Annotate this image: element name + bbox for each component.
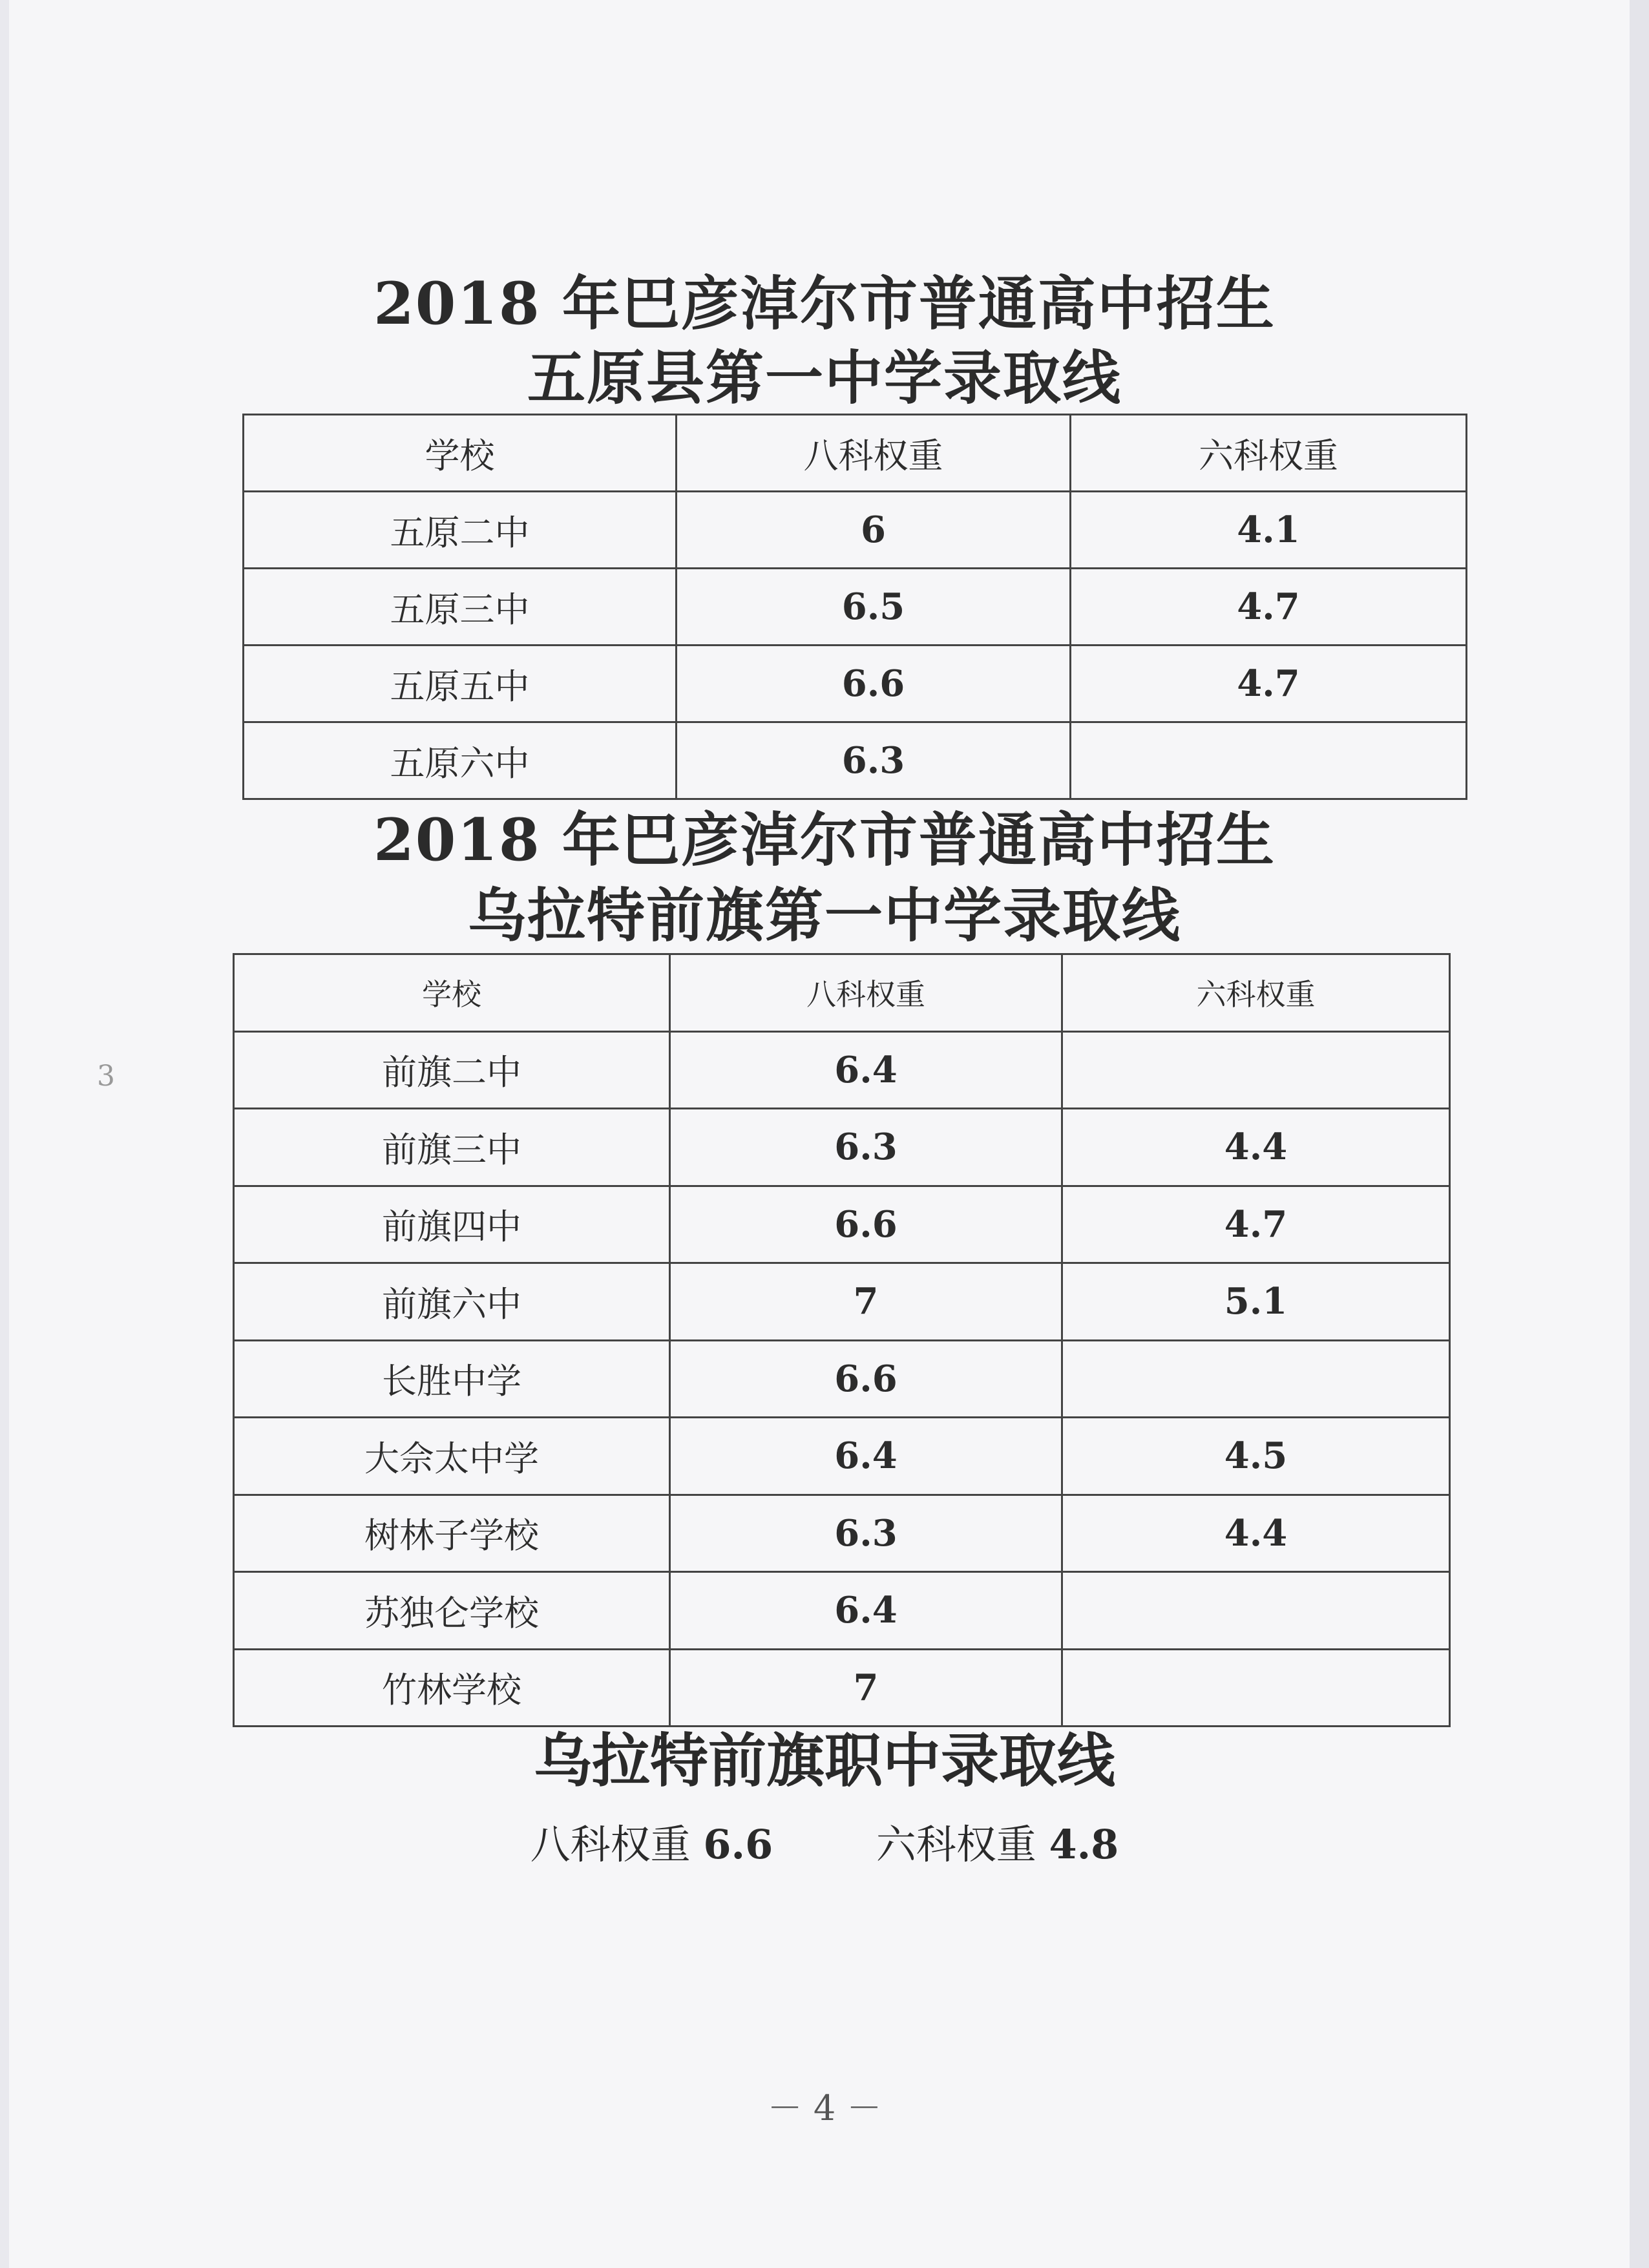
table-row (234, 1572, 1450, 1650)
eight-subject-cell: 6.3 (670, 1109, 1062, 1186)
table-row (234, 1340, 1450, 1418)
school-name-cell: 树林子学校 (234, 1495, 670, 1572)
eight-subject-cell: 7 (670, 1649, 1062, 1727)
table-header-row (234, 954, 1450, 1032)
wuyuan-admission-table (242, 414, 1467, 800)
six-subject-cell (1071, 722, 1467, 799)
six-subject-value: 4.8 (1049, 1821, 1119, 1868)
school-name-cell: 前旗二中 (234, 1031, 670, 1109)
table-row (234, 1495, 1450, 1572)
column-header: 学校 (244, 415, 677, 492)
six-subject-label: 六科权重 (876, 1821, 1036, 1868)
eight-subject-cell: 6.4 (670, 1031, 1062, 1109)
eight-subject-cell: 6.5 (677, 569, 1071, 646)
six-subject-cell (1062, 1649, 1450, 1727)
vocational-weights (0, 1819, 1649, 1871)
table-row (234, 1418, 1450, 1495)
eight-subject-label: 八科权重 (530, 1821, 691, 1868)
table-row (234, 1263, 1450, 1341)
section1-title-line1: 2018 年巴彦淖尔市普通高中招生 (373, 269, 1276, 338)
eight-subject-cell: 6.4 (670, 1418, 1062, 1495)
table-row (234, 1649, 1450, 1727)
six-subject-cell (1062, 1572, 1450, 1650)
vocational-title: 乌拉特前旗职中录取线 (534, 1727, 1115, 1795)
table-row (234, 1186, 1450, 1263)
eight-subject-cell: 6.3 (670, 1495, 1062, 1572)
table-row (244, 492, 1467, 569)
margin-mark: 3 (97, 1060, 115, 1093)
eight-subject-cell: 6.6 (677, 646, 1071, 722)
six-subject-cell (1062, 1031, 1450, 1109)
table-row (234, 1031, 1450, 1109)
table-header-row (244, 415, 1467, 492)
six-subject-cell: 4.1 (1071, 492, 1467, 569)
table-row (244, 646, 1467, 722)
eight-subject-cell: 6 (677, 492, 1071, 569)
six-subject-cell: 4.5 (1062, 1418, 1450, 1495)
six-subject-cell (1062, 1340, 1450, 1418)
table-row (234, 1109, 1450, 1186)
section2-title-line2: 乌拉特前旗第一中学录取线 (468, 881, 1181, 950)
six-subject-cell: 5.1 (1062, 1263, 1450, 1341)
column-header: 八科权重 (670, 954, 1062, 1032)
eight-subject-cell: 6.4 (670, 1572, 1062, 1650)
six-subject-cell: 4.7 (1062, 1186, 1450, 1263)
section1-title-line2: 五原县第一中学录取线 (527, 344, 1122, 412)
column-header: 八科权重 (677, 415, 1071, 492)
column-header: 学校 (234, 954, 670, 1032)
six-subject-cell: 4.7 (1071, 646, 1467, 722)
school-name-cell: 前旗三中 (234, 1109, 670, 1186)
school-name-cell: 五原六中 (244, 722, 677, 799)
page-number: － 4 － (767, 2088, 882, 2128)
eight-subject-cell: 6.6 (670, 1340, 1062, 1418)
school-name-cell: 大佘太中学 (234, 1418, 670, 1495)
qianqi-admission-table (233, 953, 1451, 1727)
six-subject-cell: 4.7 (1071, 569, 1467, 646)
table-row (244, 569, 1467, 646)
column-header: 六科权重 (1071, 415, 1467, 492)
six-subject-cell: 4.4 (1062, 1495, 1450, 1572)
eight-subject-value: 6.6 (703, 1821, 773, 1868)
school-name-cell: 前旗六中 (234, 1263, 670, 1341)
school-name-cell: 长胜中学 (234, 1340, 670, 1418)
school-name-cell: 五原三中 (244, 569, 677, 646)
eight-subject-cell: 6.3 (677, 722, 1071, 799)
school-name-cell: 竹林学校 (234, 1649, 670, 1727)
column-header: 六科权重 (1062, 954, 1450, 1032)
six-subject-cell: 4.4 (1062, 1109, 1450, 1186)
school-name-cell: 苏独仑学校 (234, 1572, 670, 1650)
table-row (244, 722, 1467, 799)
school-name-cell: 五原五中 (244, 646, 677, 722)
school-name-cell: 五原二中 (244, 492, 677, 569)
eight-subject-cell: 6.6 (670, 1186, 1062, 1263)
section2-title-line1: 2018 年巴彦淖尔市普通高中招生 (373, 806, 1276, 874)
school-name-cell: 前旗四中 (234, 1186, 670, 1263)
eight-subject-cell: 7 (670, 1263, 1062, 1341)
